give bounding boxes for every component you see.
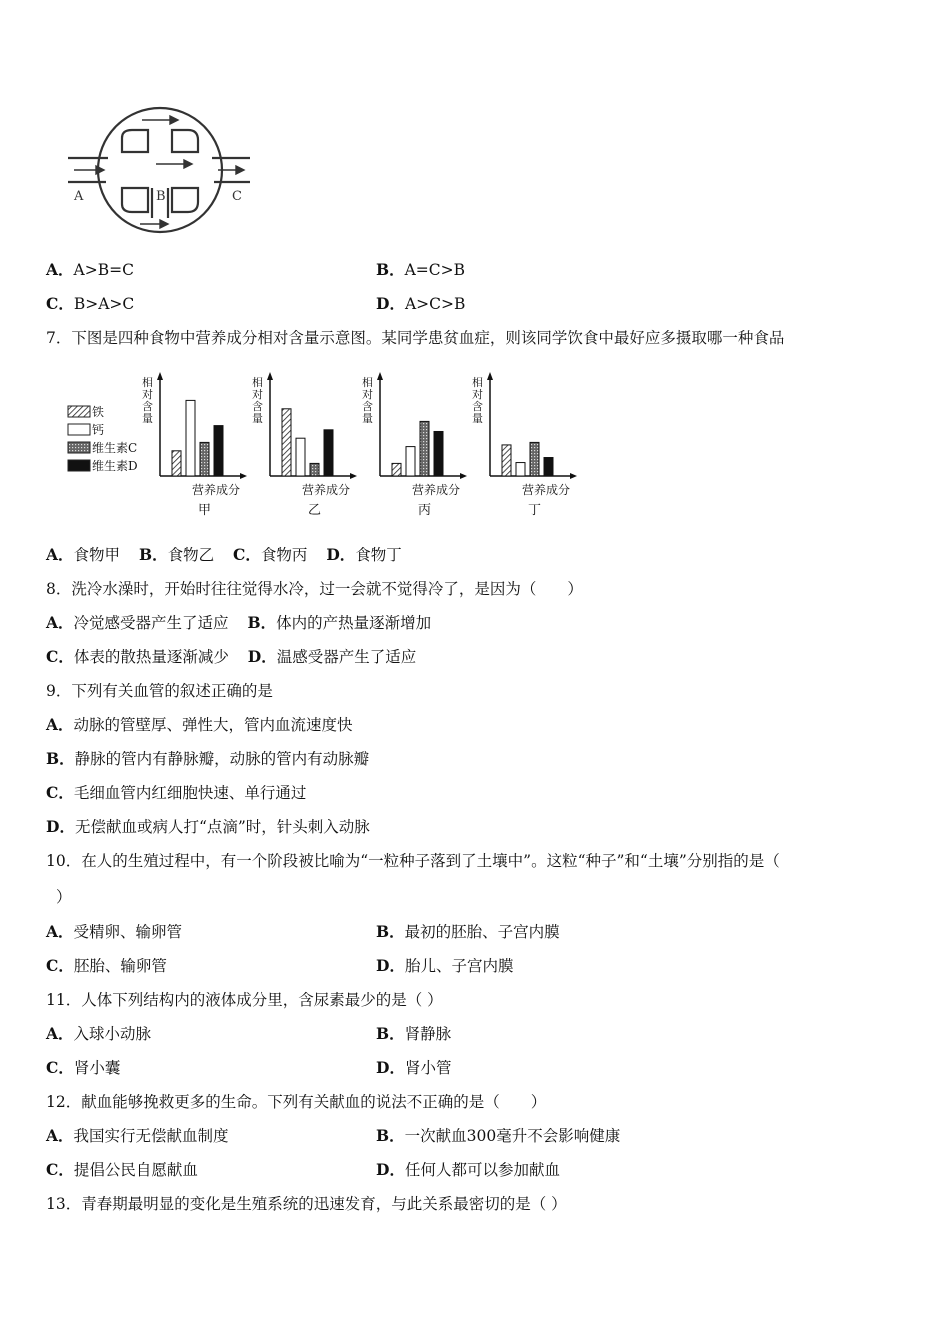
legend-label: 铁 xyxy=(92,405,105,419)
q11-option-a[interactable]: A．入球小动脉 xyxy=(46,1024,152,1043)
q6-option-c[interactable]: C．B>A>C xyxy=(46,294,135,313)
q7-stem: 7．下图是四种食物中营养成分相对含量示意图。某同学患贫血症，则该同学饮食中最好应多摄取哪一种食品 xyxy=(46,329,785,347)
q8-options-row2 xyxy=(46,646,416,668)
q10-option-d[interactable]: D．胎儿、子宫内膜 xyxy=(376,956,514,975)
legend-label: 维生素D xyxy=(92,459,138,473)
q12-options-row2 xyxy=(46,1159,560,1181)
q9-option-b[interactable]: B．静脉的管内有静脉瓣，动脉的管内有动脉瓣 xyxy=(46,749,370,768)
q9-option-c[interactable]: C．毛细血管内红细胞快速、单行通过 xyxy=(46,783,307,802)
legend-swatch xyxy=(68,460,90,471)
panel-title: 甲 xyxy=(198,503,212,518)
legend-swatch xyxy=(68,406,90,417)
x-axis-arrow xyxy=(240,473,247,479)
bar-乙-铁 xyxy=(282,409,291,476)
q9-option-a[interactable]: A．动脉的管壁厚、弹性大，管内血流速度快 xyxy=(46,715,353,734)
q10-option-c[interactable]: C．胚胎、输卵管 xyxy=(46,956,167,975)
x-axis-label: 营养成分 xyxy=(522,483,571,497)
x-axis-label: 营养成分 xyxy=(302,483,351,497)
x-axis-label: 营养成分 xyxy=(412,483,461,497)
chart-legend xyxy=(68,404,138,473)
y-axis-arrow xyxy=(157,372,163,380)
chart-panels xyxy=(142,372,577,518)
q11-option-c[interactable]: C．肾小囊 xyxy=(46,1058,121,1077)
q10-options-row1 xyxy=(46,921,560,943)
q11-options-row1 xyxy=(46,1023,452,1045)
q9-option-d[interactable]: D．无偿献血或病人打“点滴”时，针头刺入动脉 xyxy=(46,817,370,836)
legend-label: 维生素C xyxy=(92,441,138,455)
q10-option-a[interactable]: A．受精卵、输卵管 xyxy=(46,922,183,941)
q10-stem-end: ） xyxy=(56,888,72,906)
q7-option-a[interactable]: A．食物甲 xyxy=(46,545,121,564)
q9-stem: 9．下列有关血管的叙述正确的是 xyxy=(46,682,273,700)
q7-option-b[interactable]: B．食物乙 xyxy=(138,545,215,564)
bar-丙-维生素C xyxy=(420,421,429,476)
q8-option-d[interactable]: D．温感受器产生了适应 xyxy=(247,647,417,666)
legend-label: 钙 xyxy=(92,423,105,437)
panel-title: 丁 xyxy=(528,503,542,518)
bar-乙-钙 xyxy=(296,438,305,476)
y-axis-label-char: 量 xyxy=(252,412,263,425)
y-axis-arrow xyxy=(487,372,493,380)
q12-option-a[interactable]: A．我国实行无偿献血制度 xyxy=(46,1126,229,1145)
q7-options xyxy=(46,544,402,566)
q11-stem: 11．人体下列结构内的液体成分里，含尿素最少的是（ ） xyxy=(46,991,443,1009)
q8-option-c[interactable]: C．体表的散热量逐渐减少 xyxy=(46,647,229,666)
q8-options-row1 xyxy=(46,612,431,634)
q12-option-b[interactable]: B．一次献血300毫升不会影响健康 xyxy=(376,1126,621,1145)
y-axis-label-char: 含 xyxy=(472,400,483,413)
x-axis-arrow xyxy=(350,473,357,479)
x-axis-arrow xyxy=(460,473,467,479)
bar-丁-维生素C xyxy=(530,442,539,476)
y-axis-label-char: 量 xyxy=(142,412,153,425)
chart-panel-1 xyxy=(142,372,247,518)
bar-丙-铁 xyxy=(392,463,401,476)
y-axis-label-char: 对 xyxy=(472,388,483,401)
bar-乙-维生素D xyxy=(324,430,333,476)
q6-option-d[interactable]: D．A>C>B xyxy=(376,294,466,313)
y-axis-label-char: 含 xyxy=(142,400,153,413)
panel-title: 乙 xyxy=(308,503,322,518)
q13-stem: 13．青春期最明显的变化是生殖系统的迅速发育，与此关系最密切的是（ ） xyxy=(46,1195,567,1213)
q8-option-a[interactable]: A．冷觉感受器产生了适应 xyxy=(46,613,229,632)
nutrient-bar-charts xyxy=(60,372,600,522)
q6-option-b[interactable]: B．A=C>B xyxy=(376,260,466,279)
q7-option-d[interactable]: D．食物丁 xyxy=(326,545,402,564)
y-axis-label-char: 相 xyxy=(252,376,263,389)
label-c: C xyxy=(232,189,242,204)
label-b: B xyxy=(156,189,166,204)
q12-option-d[interactable]: D．任何人都可以参加献血 xyxy=(376,1160,560,1179)
y-axis-label-char: 相 xyxy=(142,376,153,389)
q12-option-c[interactable]: C．提倡公民自愿献血 xyxy=(46,1160,198,1179)
q10-options-row2 xyxy=(46,955,514,977)
legend-swatch xyxy=(68,442,90,453)
y-axis-label-char: 对 xyxy=(362,388,373,401)
q11-option-d[interactable]: D．肾小管 xyxy=(376,1058,452,1077)
q12-options-row1 xyxy=(46,1125,621,1147)
q11-options-row2 xyxy=(46,1057,452,1079)
y-axis-label-char: 含 xyxy=(252,400,263,413)
q8-option-b[interactable]: B．体内的产热量逐渐增加 xyxy=(247,613,432,632)
q6-option-a[interactable]: A．A>B=C xyxy=(46,260,134,279)
q12-stem: 12．献血能够挽救更多的生命。下列有关献血的说法不正确的是（ ） xyxy=(46,1093,547,1111)
y-axis-arrow xyxy=(377,372,383,380)
bar-甲-维生素C xyxy=(200,442,209,476)
q6-options-row1 xyxy=(46,259,466,281)
bar-甲-钙 xyxy=(186,400,195,476)
q10-stem: 10．在人的生殖过程中，有一个阶段被比喻为“一粒种子落到了土壤中”。这粒“种子”和“土壤”分别指的是（ xyxy=(46,852,780,870)
bar-丙-钙 xyxy=(406,447,415,476)
vessel-diagram xyxy=(60,100,260,240)
q10-option-b[interactable]: B．最初的胚胎、子宫内膜 xyxy=(376,922,560,941)
bar-甲-维生素D xyxy=(214,426,223,476)
label-a: A xyxy=(74,189,84,204)
bar-甲-铁 xyxy=(172,451,181,476)
chart-panel-4 xyxy=(472,372,577,518)
y-axis-label-char: 含 xyxy=(362,400,373,413)
y-axis-label-char: 对 xyxy=(142,388,153,401)
y-axis-label-char: 对 xyxy=(252,388,263,401)
q11-option-b[interactable]: B．肾静脉 xyxy=(376,1024,452,1043)
legend-swatch xyxy=(68,424,90,435)
x-axis-arrow xyxy=(570,473,577,479)
bar-丁-铁 xyxy=(502,445,511,476)
chart-panel-3 xyxy=(362,372,467,518)
y-axis-label-char: 相 xyxy=(362,376,373,389)
bar-乙-维生素C xyxy=(310,463,319,476)
bar-丁-维生素D xyxy=(544,458,553,476)
y-axis-arrow xyxy=(267,372,273,380)
chart-panel-2 xyxy=(252,372,357,518)
panel-title: 丙 xyxy=(418,503,432,518)
y-axis-label-char: 量 xyxy=(362,412,373,425)
y-axis-label-char: 量 xyxy=(472,412,483,425)
y-axis-label-char: 相 xyxy=(472,376,483,389)
q7-option-c[interactable]: C．食物丙 xyxy=(233,545,308,564)
q8-stem: 8．洗冷水澡时，开始时往往觉得水冷，过一会就不觉得冷了，是因为（ ） xyxy=(46,580,583,598)
bar-丁-钙 xyxy=(516,463,525,476)
bar-丙-维生素D xyxy=(434,431,443,476)
x-axis-label: 营养成分 xyxy=(192,483,241,497)
q6-options-row2 xyxy=(46,293,466,315)
